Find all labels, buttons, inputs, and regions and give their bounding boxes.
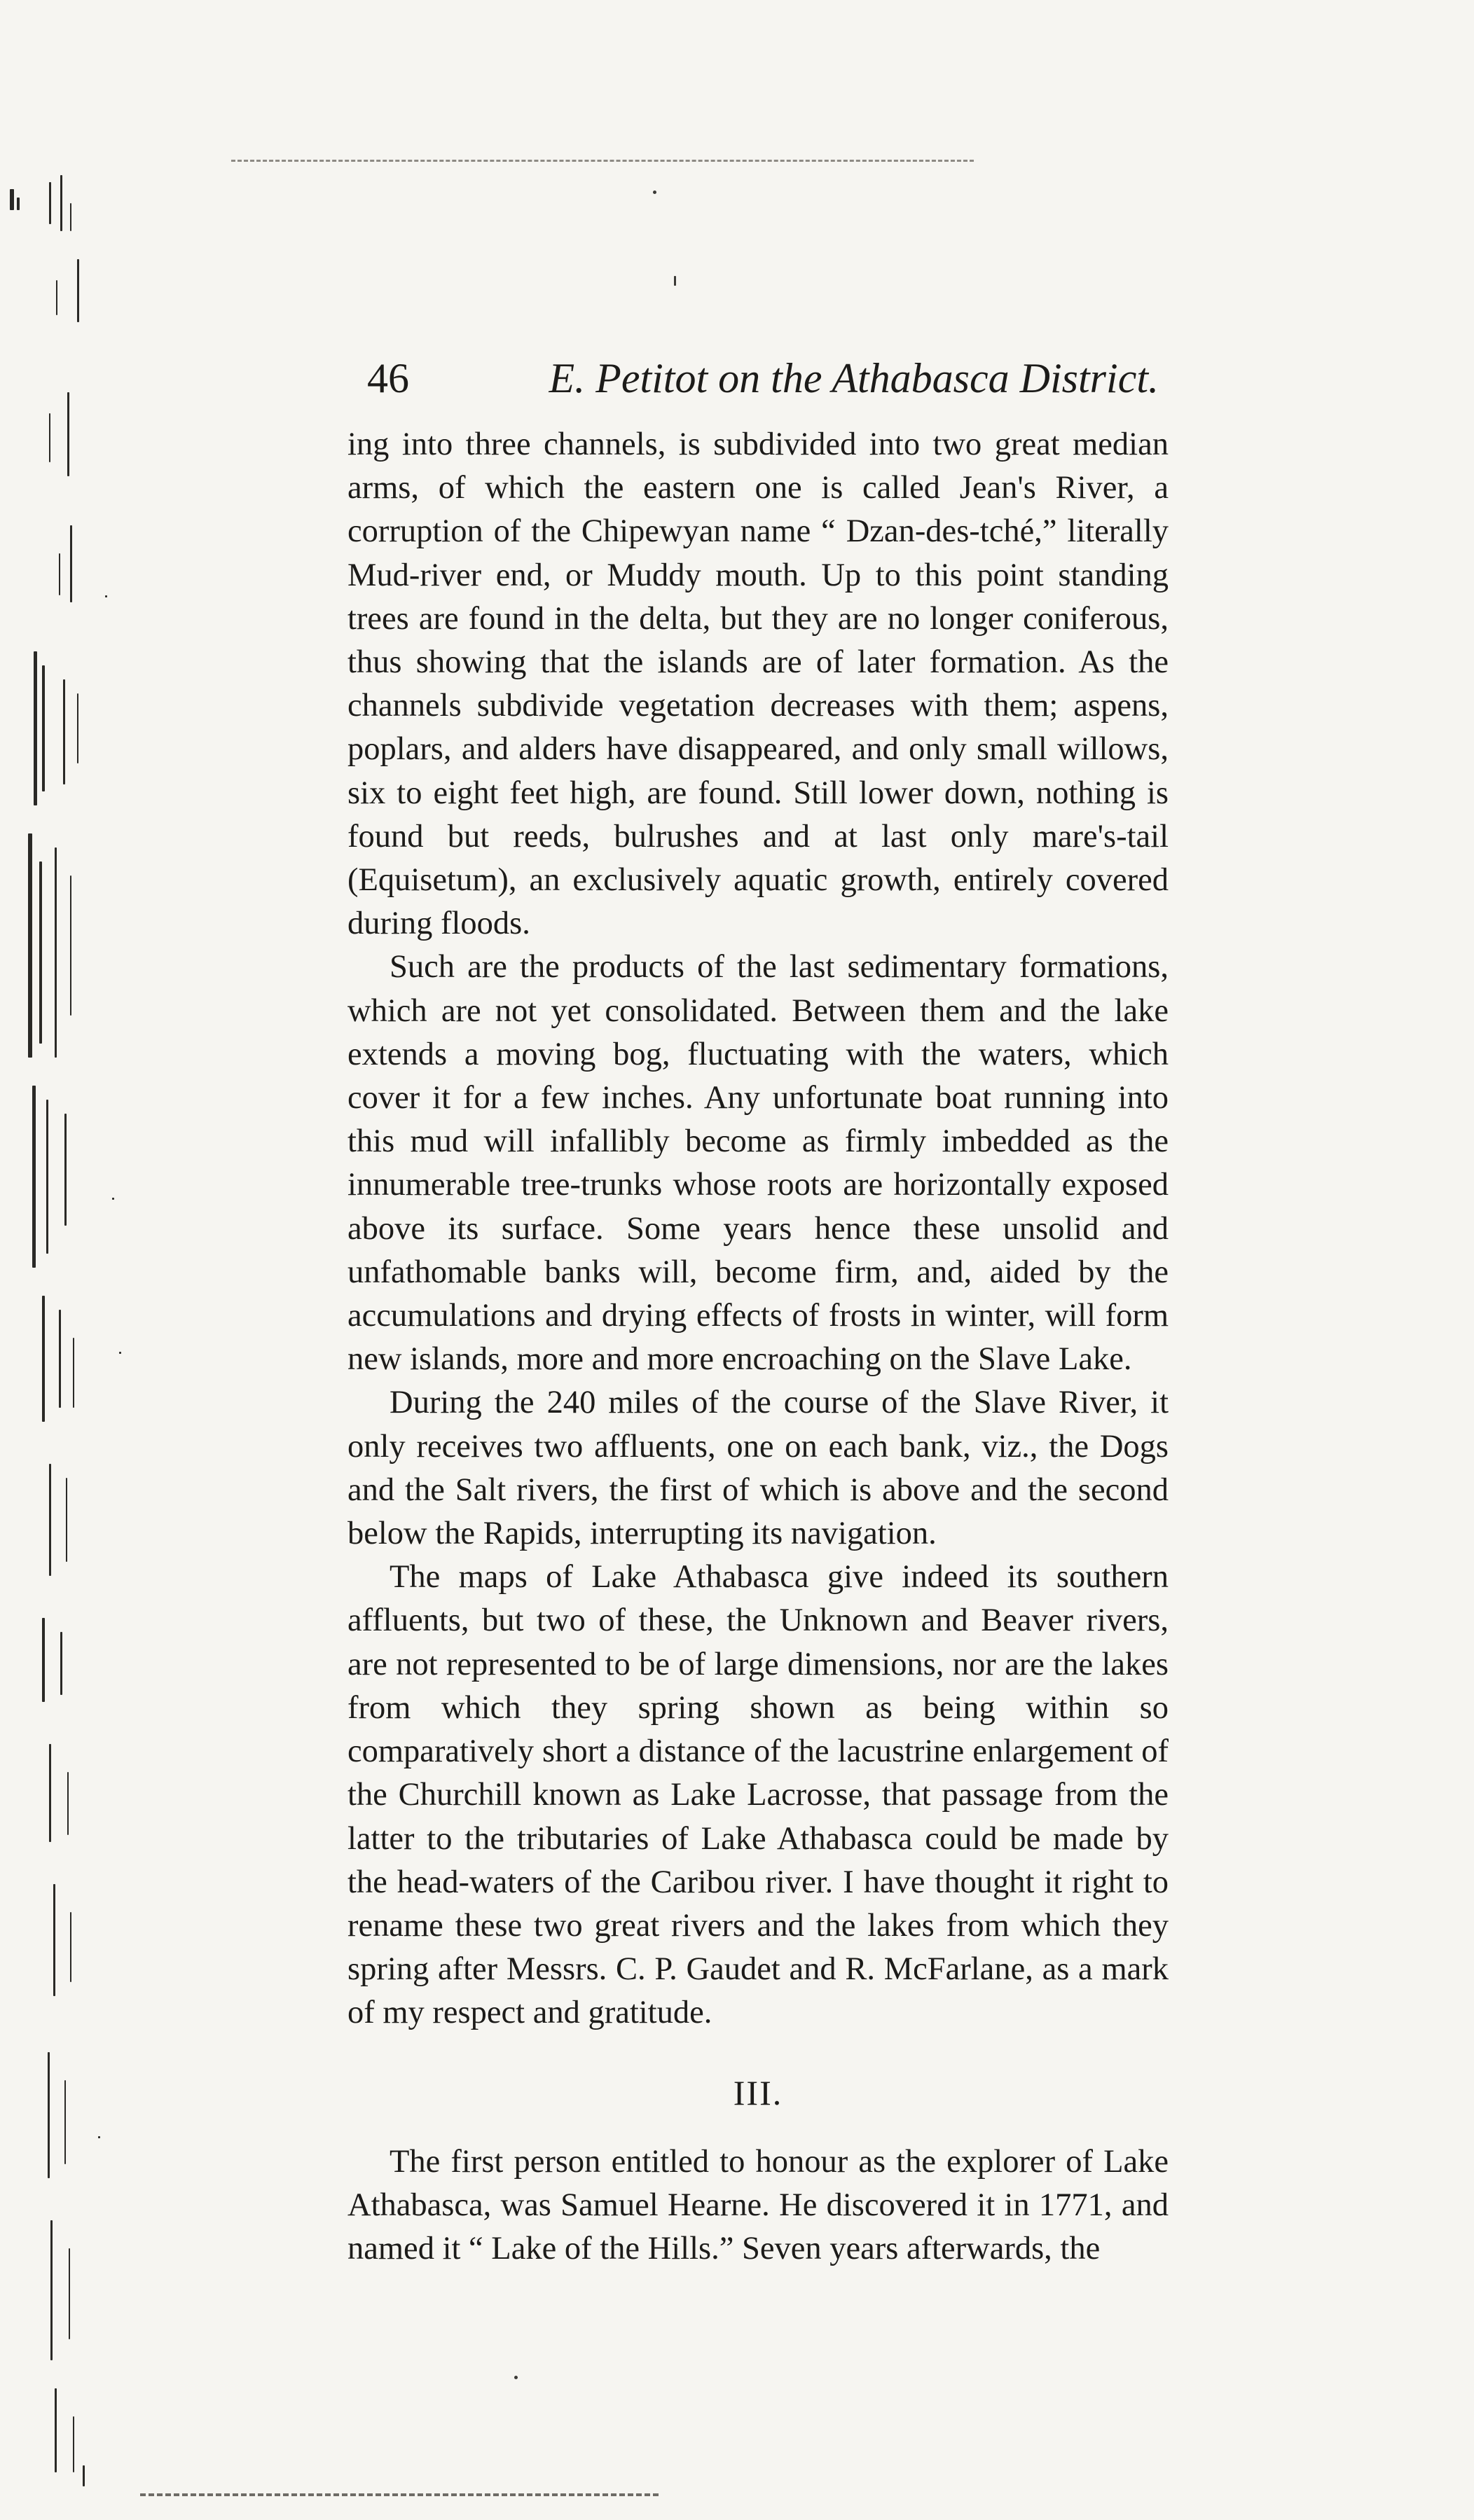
running-header <box>367 350 1159 406</box>
paragraph: The maps of Lake Athabasca give indeed its southern affluents, but two of these, the Unknown and Beaver rivers, are not represented to be of large dimensions, nor are the lakes from which they spring shown as being within so comparatively short a distance of the lacustrine enlargement of the Churchill known as Lake Lacrosse, that passage from the latter to the tributaries of Lake Athabasca could be made by the head-waters of the Caribou river. I have thought it right to rename these two great rivers and the lakes from which they spring after Messrs. C. P. Gaudet and R. McFarlane, as a mark of my respect and gratitude. <box>347 1559 1169 2031</box>
section-heading: III. <box>733 2072 783 2112</box>
paragraph: The first person entitled to honour as the explorer of Lake Athabasca, was Samuel Hearne. He discovered it in 1771, and named it “ Lake of the Hills.” Seven years afterwards, the <box>347 2143 1169 2266</box>
page-number: 46 <box>367 355 409 401</box>
paragraph: ing into three channels, is subdivided into two great median arms, of which the eastern one is called Jean's River, a corruption of the Chipewyan name “ Dzan-des-tché,” literally Mud-river end, or Muddy mouth. Up to this point standing trees are found in the delta, but they are no longer coniferous, thus showing that the islands are of later formation. As the channels subdivide vegetation decreases with them; aspens, poplars, and alders have disappeared, and only small willows, six to eight feet high, are found. Still lower down, nothing is found but reeds, bulrushes and at last only mare's-tail (Equisetum), an exclusively aquatic growth, entirely covered during floods. <box>347 427 1169 942</box>
running-title: E. Petitot on the Athabasca District. <box>549 355 1159 401</box>
paragraph: Such are the products of the last sedimentary formations, which are not yet consolidated. Between them and the lake extends a moving bog, fluctuating with the waters, which cover it for a few inches. Any unfortunate boat running into this mud will infallibly become as firmly imbedded as the innumerable tree-trunks whose roots are horizontally exposed above its surface. Some years hence these unsolid and unfathomable banks will, become firm, and, aided by the accumulations and drying effects of frosts in winter, will form new islands, more and more encroaching on the Slave Lake. <box>347 949 1169 1378</box>
scan-speck <box>514 2376 518 2379</box>
scan-speck <box>653 191 656 194</box>
page-body <box>347 423 1169 2271</box>
scan-top-edge <box>231 160 974 162</box>
scan-bottom-edge <box>140 2493 659 2496</box>
binding-edge-scan-marks <box>0 161 154 2493</box>
scan-speck <box>674 276 676 286</box>
paragraph: During the 240 miles of the course of the Slave River, it only receives two affluents, one on each bank, viz., the Dogs and the Salt rivers, the first of which is above and the second below the Rapids, interrupting its navigation. <box>347 1385 1169 1552</box>
